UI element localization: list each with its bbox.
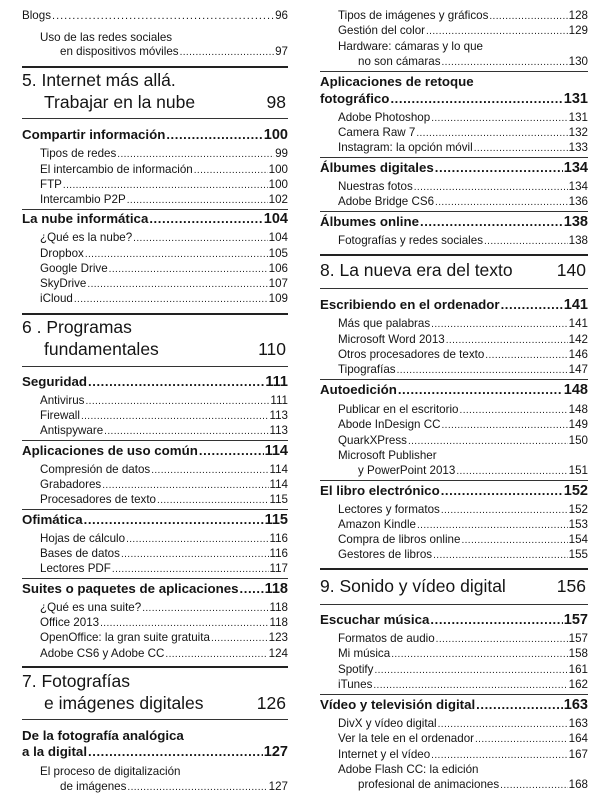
chapter-6-page: 110: [258, 339, 286, 359]
dot-leader: [199, 444, 264, 457]
toc-entry[interactable]: Bases de datos ..... 116: [22, 547, 288, 560]
dot-leader: [417, 521, 568, 531]
chapter-5-title[interactable]: 5. Internet más allá.: [22, 70, 176, 90]
dot-leader: [461, 536, 567, 546]
dot-leader: [52, 11, 274, 22]
section-divider: [22, 440, 288, 441]
toc-entry[interactable]: Office 2013 ..... 118: [22, 616, 288, 629]
toc-entry[interactable]: Más que palabras ..... 141: [320, 317, 588, 330]
section-divider: [320, 694, 588, 695]
toc-section-libro[interactable]: El libro electrónico ..... 152: [320, 483, 588, 499]
dot-leader: [100, 619, 268, 629]
dot-leader: [85, 397, 269, 407]
toc-entry[interactable]: Google Drive ..... 106: [22, 262, 288, 275]
toc-section-escribiendo[interactable]: Escribiendo en el ordenador ..... 141: [320, 297, 588, 313]
dot-leader: [240, 582, 264, 595]
dot-leader: [81, 412, 269, 422]
dot-leader: [391, 650, 567, 660]
toc-entry-flash-line1: Adobe Flash CC: la edición: [338, 763, 479, 776]
section-divider: [22, 366, 288, 367]
chapter-9-title[interactable]: 9. Sonido y vídeo digital 156: [320, 576, 586, 596]
chapter-7-page: 126: [256, 693, 286, 713]
toc-entry[interactable]: Compra de libros online ..... 154: [320, 533, 588, 546]
toc-entry[interactable]: Adobe CS6 y Adobe CC ..... 124: [22, 647, 288, 660]
dot-leader: [109, 265, 268, 275]
chapter-divider: [22, 313, 288, 315]
dot-leader: [442, 58, 568, 68]
dot-leader: [489, 12, 567, 22]
dot-leader: [430, 613, 562, 626]
section-divider: [320, 379, 588, 380]
dot-leader: [500, 781, 568, 791]
chapter-5-page: 98: [266, 92, 286, 112]
toc-entry[interactable]: SkyDrive ..... 107: [22, 277, 288, 290]
toc-entry[interactable]: ¿Qué es una suite? ..... 118: [22, 601, 288, 614]
chapter-divider: [22, 666, 288, 668]
toc-section-suites[interactable]: Suites o paquetes de aplicaciones ..... 118: [22, 581, 288, 597]
section-divider: [22, 578, 288, 579]
dot-leader: [441, 506, 568, 516]
toc-entry[interactable]: Gestores de libros ..... 155: [320, 548, 588, 561]
toc-entry[interactable]: Internet y el vídeo ..... 167: [320, 748, 588, 761]
toc-entry-redes-moviles[interactable]: en dispositivos móviles ..... 97: [22, 45, 288, 58]
toc-entry[interactable]: Grabadores ..... 114: [22, 478, 288, 491]
section-divider: [22, 509, 288, 510]
dot-leader: [420, 215, 563, 228]
dot-leader: [484, 237, 568, 247]
dot-leader: [390, 92, 562, 105]
toc-entry-blogs[interactable]: Blogs ..... 96: [22, 9, 288, 22]
dot-leader: [446, 336, 568, 346]
toc-entry[interactable]: Tipos de imágenes y gráficos ..... 128: [320, 9, 588, 22]
toc-section-aplicaciones[interactable]: Aplicaciones de uso común ..... 114: [22, 443, 288, 459]
section-divider: [22, 118, 288, 119]
toc-entry[interactable]: Publicar en el escritorio ..... 148: [320, 403, 588, 416]
toc-section-foto-analogica[interactable]: a la digital ..... 127: [22, 744, 288, 760]
dot-leader: [408, 437, 568, 447]
dot-leader: [431, 751, 567, 761]
dot-leader: [435, 161, 563, 174]
dot-leader: [475, 735, 568, 745]
dot-leader: [501, 298, 563, 311]
dot-leader: [474, 144, 568, 154]
dot-leader: [374, 666, 567, 676]
toc-section-seguridad[interactable]: Seguridad ..... 111: [22, 374, 288, 390]
toc-entry[interactable]: Tipografías ..... 147: [320, 363, 588, 376]
dot-leader: [431, 114, 567, 124]
dot-leader: [460, 406, 568, 416]
section-divider: [320, 288, 588, 289]
dot-leader: [126, 535, 268, 545]
toc-entry[interactable]: OpenOffice: la gran suite gratuita ..... 123: [22, 631, 288, 644]
toc-section-albumes-online[interactable]: Álbumes online ..... 138: [320, 214, 588, 230]
chapter-6-subtitle: fundamentales: [44, 339, 159, 359]
toc-entry[interactable]: Hojas de cálculo ..... 116: [22, 532, 288, 545]
toc-entry-digitalizacion[interactable]: de imágenes ..... 127: [22, 780, 288, 793]
chapter-divider: [22, 66, 288, 68]
dot-leader: [438, 720, 568, 730]
toc-entry[interactable]: Microsoft Word 2013 ..... 142: [320, 333, 588, 346]
toc-entry[interactable]: Nuestras fotos ..... 134: [320, 180, 588, 193]
toc-entry-hardware-line1: Hardware: cámaras y lo que: [338, 40, 483, 53]
toc-entry[interactable]: Instagram: la opción móvil ..... 133: [320, 141, 588, 154]
toc-entry[interactable]: Adobe Photoshop ..... 131: [320, 111, 588, 124]
toc-entry[interactable]: Lectores y formatos ..... 152: [320, 503, 588, 516]
dot-leader: [112, 565, 269, 575]
toc-entry[interactable]: Dropbox ..... 105: [22, 247, 288, 260]
section-divider: [320, 211, 588, 212]
dot-leader: [87, 280, 267, 290]
toc-section-nube[interactable]: La nube informática ..... 104: [22, 211, 288, 227]
dot-leader: [373, 681, 567, 691]
toc-entry[interactable]: iCloud ..... 109: [22, 292, 288, 305]
toc-entry[interactable]: Antivirus ..... 111: [22, 394, 288, 407]
section-divider: [320, 604, 588, 605]
dot-leader: [121, 550, 269, 560]
toc-section-retoque-line1: Aplicaciones de retoque: [320, 74, 474, 89]
dot-leader: [149, 212, 262, 225]
dot-leader: [165, 650, 267, 660]
toc-section-retoque[interactable]: fotográfico ..... 131: [320, 91, 588, 107]
dot-leader: [104, 427, 268, 437]
dot-leader: [127, 196, 268, 206]
dot-leader: [441, 484, 563, 497]
dot-leader: [74, 295, 268, 305]
dot-leader: [441, 421, 567, 431]
toc-entry[interactable]: Otros procesadores de texto ..... 146: [320, 348, 588, 361]
toc-entry-hardware[interactable]: no son cámaras ..... 130: [320, 55, 588, 68]
dot-leader: [166, 128, 262, 141]
toc-entry[interactable]: FTP ..... 100: [22, 178, 288, 191]
dot-leader: [133, 234, 267, 244]
dot-leader: [397, 366, 568, 376]
dot-leader: [127, 783, 267, 793]
dot-leader: [435, 198, 568, 208]
dot-leader: [84, 513, 264, 526]
toc-entry-flash[interactable]: profesional de animaciones ..... 168: [320, 778, 588, 791]
dot-leader: [194, 166, 268, 176]
dot-leader: [157, 496, 269, 506]
dot-leader: [180, 48, 275, 58]
dot-leader: [211, 634, 268, 644]
dot-leader: [85, 250, 268, 260]
dot-leader: [398, 383, 563, 396]
toc-section-autoedicion[interactable]: Autoedición ..... 148: [320, 382, 588, 398]
toc-entry[interactable]: Ver la tele en el ordenador ..... 164: [320, 732, 588, 745]
dot-leader: [142, 604, 268, 614]
chapter-5-subtitle: Trabajar en la nube: [44, 92, 196, 112]
dot-leader: [63, 181, 268, 191]
toc-entry[interactable]: DivX y vídeo digital ..... 163: [320, 717, 588, 730]
dot-leader: [433, 551, 568, 561]
toc-entry[interactable]: Abode InDesign CC ..... 149: [320, 418, 588, 431]
dot-leader: [426, 27, 568, 37]
dot-leader: [88, 375, 264, 388]
dot-leader: [436, 635, 568, 645]
toc-section-video[interactable]: Vídeo y televisión digital ..... 163: [320, 697, 588, 713]
chapter-6-title[interactable]: 6 . Programas: [22, 317, 132, 337]
toc-section-musica[interactable]: Escuchar música ..... 157: [320, 612, 588, 628]
toc-entry-publisher[interactable]: y PowerPoint 2013 ..... 151: [320, 464, 588, 477]
toc-entry[interactable]: Formatos de audio ..... 157: [320, 632, 588, 645]
chapter-divider: [320, 568, 588, 570]
dot-leader: [431, 320, 567, 330]
chapter-divider: [320, 254, 588, 256]
dot-leader: [416, 129, 567, 139]
toc-entry[interactable]: Tipos de redes ..... 99: [22, 147, 288, 160]
dot-leader: [117, 150, 274, 160]
dot-leader: [88, 745, 263, 758]
section-divider: [320, 71, 588, 72]
dot-leader: [151, 466, 268, 476]
dot-leader: [102, 481, 268, 491]
dot-leader: [456, 467, 567, 477]
toc-entry[interactable]: Gestión del color ..... 129: [320, 24, 588, 37]
toc-entry[interactable]: Mi música ..... 158: [320, 647, 588, 660]
section-divider: [320, 480, 588, 481]
toc-section-ofimatica[interactable]: Ofimática ..... 115: [22, 512, 288, 528]
toc-section-foto-analogica-line1: De la fotografía analógica: [22, 728, 184, 743]
toc-entry[interactable]: Camera Raw 7 ..... 132: [320, 126, 588, 139]
toc-entry[interactable]: Compresión de datos ..... 114: [22, 463, 288, 476]
dot-leader: [485, 351, 567, 361]
toc-entry[interactable]: QuarkXPress ..... 150: [320, 434, 588, 447]
toc-entry[interactable]: iTunes ..... 162: [320, 678, 588, 691]
dot-leader: [414, 183, 568, 193]
toc-entry-digitalizacion-line1: El proceso de digitalización: [40, 765, 181, 778]
toc-entry[interactable]: ¿Qué es la nube? ..... 104: [22, 231, 288, 244]
chapter-7-title[interactable]: 7. Fotografías: [22, 671, 130, 691]
section-divider: [22, 719, 288, 720]
toc-section-compartir[interactable]: Compartir información ..... 100: [22, 127, 288, 143]
toc-entry[interactable]: Lectores PDF ..... 117: [22, 562, 288, 575]
chapter-7-subtitle: e imágenes digitales: [44, 693, 204, 713]
toc-section-albumes-digitales[interactable]: Álbumes digitales ..... 134: [320, 160, 588, 176]
toc-entry[interactable]: Intercambio P2P ..... 102: [22, 193, 288, 206]
toc-entry[interactable]: Antispyware ..... 113: [22, 424, 288, 437]
toc-entry-redes-line1: Uso de las redes sociales: [40, 31, 173, 44]
chapter-8-title[interactable]: 8. La nueva era del texto 140: [320, 260, 586, 280]
toc-entry[interactable]: Spotify ..... 161: [320, 663, 588, 676]
toc-entry[interactable]: El intercambio de información ..... 100: [22, 163, 288, 176]
toc-entry-publisher-line1: Microsoft Publisher: [338, 449, 437, 462]
toc-entry[interactable]: Fotografías y redes sociales ..... 138: [320, 234, 588, 247]
dot-leader: [476, 698, 563, 711]
section-divider: [320, 157, 588, 158]
toc-entry[interactable]: Amazon Kindle ..... 153: [320, 518, 588, 531]
toc-entry[interactable]: Adobe Bridge CS6 ..... 136: [320, 195, 588, 208]
section-divider: [22, 209, 288, 210]
toc-entry[interactable]: Firewall ..... 113: [22, 409, 288, 422]
toc-entry[interactable]: Procesadores de texto ..... 115: [22, 493, 288, 506]
